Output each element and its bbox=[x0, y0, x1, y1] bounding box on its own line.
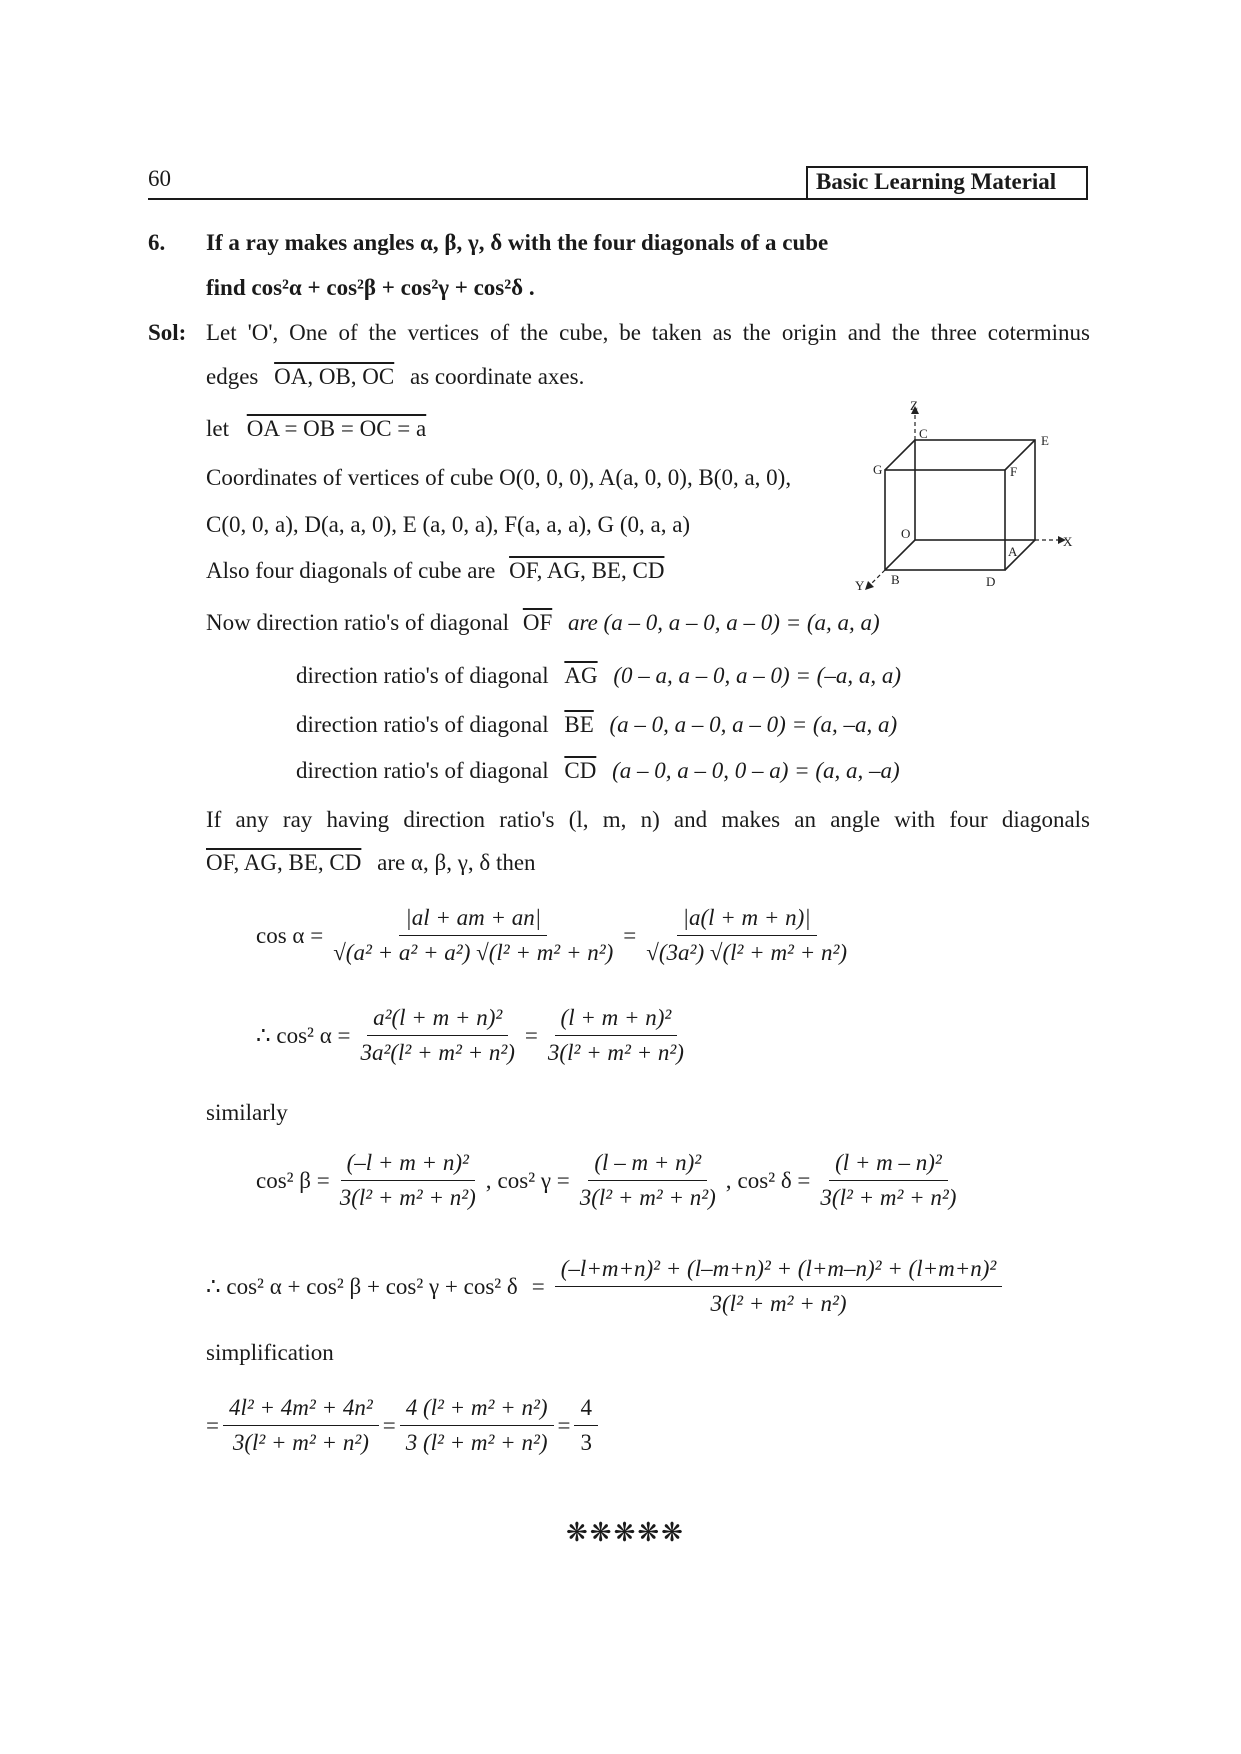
final-fraction-3 bbox=[574, 1395, 598, 1456]
diagonals-line bbox=[206, 558, 664, 584]
cos-alpha-lhs: cos α = bbox=[256, 922, 324, 948]
question-line-1: If a ray makes angles α, β, γ, δ with the four diagonals of a cube bbox=[206, 230, 829, 255]
equals-sign: = bbox=[557, 1412, 571, 1438]
solution-label: Sol: bbox=[148, 320, 187, 345]
sum-lhs: ∴ cos² α + cos² β + cos² γ + cos² δ bbox=[206, 1273, 518, 1299]
fraction-denominator: √(a² + a² + a²) √(l² + m² + n²) bbox=[333, 940, 614, 965]
label-x: X bbox=[1063, 534, 1073, 549]
dr-row-value: (a – 0, a – 0, 0 – a) = (a, a, –a) bbox=[612, 758, 900, 783]
final-fraction-2 bbox=[400, 1395, 554, 1456]
edges-suffix: as coordinate axes. bbox=[410, 364, 585, 389]
cos-alpha-fraction-2 bbox=[640, 905, 853, 966]
dr-of-prefix: Now direction ratio's of diagonal bbox=[206, 610, 510, 635]
running-title: Basic Learning Material bbox=[816, 169, 1057, 194]
end-mark: ❋❋❋❋❋ bbox=[566, 1518, 685, 1547]
question-number: 6. bbox=[148, 230, 166, 255]
label-z: Z bbox=[910, 400, 918, 413]
fraction-numerator: |al + am + an| bbox=[399, 905, 547, 936]
similar-lhs: cos² δ = bbox=[737, 1167, 811, 1193]
equals-sign: = bbox=[382, 1412, 396, 1438]
ray-line-2-suffix: are α, β, γ, δ then bbox=[377, 850, 536, 875]
label-e: E bbox=[1041, 433, 1049, 448]
dr-row-name: $\overline{BE}$ bbox=[564, 712, 594, 737]
cos-alpha-fraction-1 bbox=[327, 905, 619, 966]
dr-row bbox=[296, 758, 900, 784]
final-fraction-1 bbox=[223, 1395, 379, 1456]
let-line bbox=[206, 416, 426, 442]
fraction-numerator: 4l² + 4m² + 4n² bbox=[223, 1395, 379, 1426]
similar-equations bbox=[256, 1150, 966, 1211]
question-line-2: find cos²α + cos²β + cos²γ + cos²δ . bbox=[206, 275, 535, 300]
dr-row-name: $\overline{CD}$ bbox=[564, 758, 597, 783]
equals-sign: = bbox=[524, 1022, 538, 1048]
fraction-denominator: 3 (l² + m² + n²) bbox=[405, 1430, 548, 1455]
similar-fraction bbox=[574, 1150, 722, 1211]
fraction-denominator: 3 bbox=[580, 1430, 592, 1455]
fraction-denominator: 3(l² + m² + n²) bbox=[232, 1430, 369, 1455]
cos2-alpha-equation bbox=[256, 1005, 694, 1066]
fraction-denominator: 3a²(l² + m² + n²) bbox=[360, 1040, 515, 1065]
label-a: A bbox=[1008, 544, 1018, 559]
fraction-denominator: 3(l² + m² + n²) bbox=[710, 1291, 847, 1316]
fraction-numerator: (–l+m+n)² + (l–m+n)² + (l+m–n)² + (l+m+n)² bbox=[555, 1256, 1003, 1287]
simplification-text: simplification bbox=[206, 1340, 334, 1365]
solution-intro-line-2 bbox=[206, 364, 584, 390]
dr-of-line bbox=[206, 610, 880, 636]
ray-line-2 bbox=[206, 850, 536, 876]
edges-names: OA, OB, OC bbox=[274, 364, 395, 389]
separator: , bbox=[485, 1167, 492, 1193]
fraction-numerator: (l + m + n)² bbox=[555, 1005, 678, 1036]
fraction-denominator: 3(l² + m² + n²) bbox=[547, 1040, 684, 1065]
solution-intro-line-1: Let 'O', One of the vertices of the cube, be taken as the origin and the three coterminus bbox=[206, 320, 1090, 345]
fraction-denominator: 3(l² + m² + n²) bbox=[820, 1185, 957, 1210]
separator: , bbox=[725, 1167, 732, 1193]
fraction-numerator: 4 (l² + m² + n²) bbox=[400, 1395, 554, 1426]
similar-lhs: cos² γ = bbox=[497, 1167, 570, 1193]
coords-line-1: Coordinates of vertices of cube O(0, 0, 0), A(a, 0, 0), B(0, a, 0), bbox=[206, 465, 792, 490]
let-equation: OA = OB = OC = a bbox=[246, 416, 427, 441]
y-axis bbox=[869, 570, 885, 586]
label-o: O bbox=[901, 526, 911, 541]
dr-row bbox=[296, 663, 901, 689]
fraction-numerator: 4 bbox=[574, 1395, 598, 1426]
cos2-alpha-fraction-1 bbox=[354, 1005, 520, 1066]
dr-of-name: $\overline{OF}$ bbox=[522, 610, 553, 635]
dr-row-value: (a – 0, a – 0, a – 0) = (a, –a, a) bbox=[609, 712, 898, 737]
label-d: D bbox=[986, 574, 996, 589]
page-number: 60 bbox=[148, 166, 171, 191]
dr-row bbox=[296, 712, 897, 738]
dr-row-prefix: direction ratio's of diagonal bbox=[296, 758, 549, 783]
label-b: B bbox=[891, 572, 900, 587]
sum-fraction bbox=[555, 1256, 1003, 1317]
cube-back-face bbox=[915, 440, 1035, 540]
ray-line-1: If any ray having direction ratio's (l, m, n) and makes an angle with four diagonals bbox=[206, 807, 1090, 832]
dr-row-prefix: direction ratio's of diagonal bbox=[296, 712, 549, 737]
label-c: C bbox=[919, 426, 928, 441]
dr-row-value: (0 – a, a – 0, a – 0) = (–a, a, a) bbox=[613, 663, 902, 688]
final-equation bbox=[206, 1395, 602, 1456]
dr-row-name: $\overline{AG}$ bbox=[564, 663, 598, 688]
similar-fraction bbox=[334, 1150, 482, 1211]
header-rule bbox=[148, 198, 1088, 200]
fraction-denominator: 3(l² + m² + n²) bbox=[339, 1185, 476, 1210]
cos2-alpha-fraction-2 bbox=[542, 1005, 690, 1066]
ray-diagonals: OF, AG, BE, CD bbox=[206, 850, 362, 875]
fraction-denominator: 3(l² + m² + n²) bbox=[579, 1185, 716, 1210]
dr-row-prefix: direction ratio's of diagonal bbox=[296, 663, 549, 688]
equals-sign: = bbox=[206, 1412, 219, 1438]
equals-sign: = bbox=[623, 922, 637, 948]
edges-prefix: edges bbox=[206, 364, 259, 389]
label-f: F bbox=[1010, 464, 1018, 479]
label-y: Y bbox=[855, 578, 865, 593]
fraction-numerator: (l + m – n)² bbox=[829, 1150, 948, 1181]
sum-equation bbox=[206, 1256, 1006, 1317]
cos-alpha-equation bbox=[256, 905, 857, 966]
fraction-numerator: |a(l + m + n)| bbox=[677, 905, 817, 936]
similar-lhs: cos² β = bbox=[256, 1167, 330, 1193]
let-prefix: let bbox=[206, 416, 229, 441]
cos2-alpha-lhs: ∴ cos² α = bbox=[256, 1022, 351, 1048]
fraction-numerator: a²(l + m + n)² bbox=[367, 1005, 508, 1036]
cube-figure bbox=[855, 400, 1075, 600]
fraction-denominator: √(3a²) √(l² + m² + n²) bbox=[646, 940, 848, 965]
equals-sign: = bbox=[531, 1273, 545, 1299]
dr-of-value: are (a – 0, a – 0, a – 0) = (a, a, a) bbox=[567, 610, 880, 635]
fraction-numerator: (–l + m + n)² bbox=[341, 1150, 475, 1181]
fraction-numerator: (l – m + n)² bbox=[588, 1150, 707, 1181]
cube-front-face bbox=[885, 470, 1005, 570]
diagonals-names: OF, AG, BE, CD bbox=[509, 558, 665, 583]
diagonals-prefix: Also four diagonals of cube are bbox=[206, 558, 496, 583]
similar-fraction bbox=[814, 1150, 962, 1211]
label-g: G bbox=[873, 462, 883, 477]
coords-line-2: C(0, 0, a), D(a, a, 0), E (a, 0, a), F(a, a, a), G (0, a, a) bbox=[206, 512, 691, 537]
similarly-text: similarly bbox=[206, 1100, 288, 1125]
